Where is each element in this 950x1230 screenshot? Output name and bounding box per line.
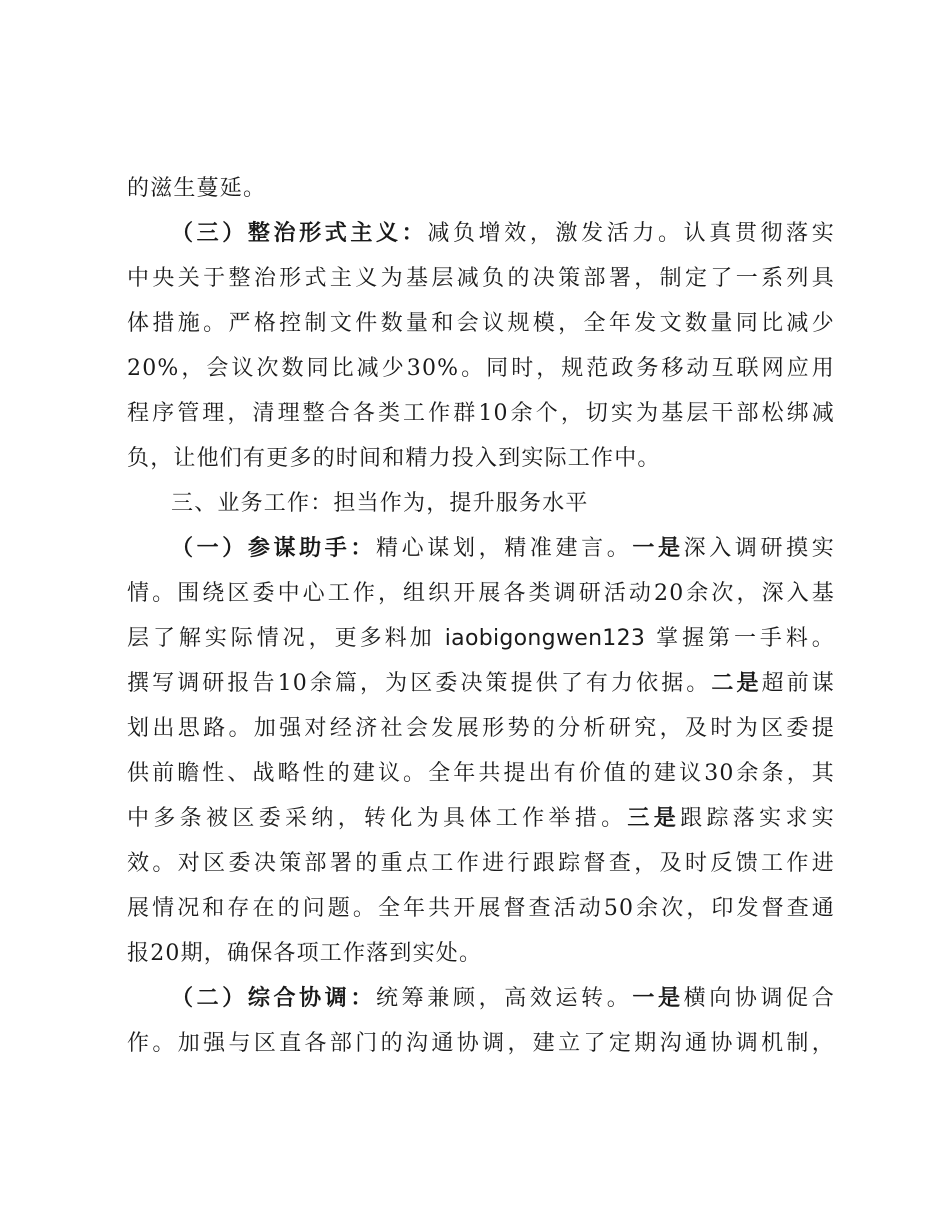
paragraph-line bbox=[127, 436, 835, 481]
text-run: 20%，会议次数同比减少30%。同时，规范政务移动互联网应用 bbox=[127, 356, 835, 381]
text-run: 中多条被区委采纳，转化为具体工作举措。 bbox=[127, 806, 628, 831]
paragraph-line bbox=[127, 256, 835, 301]
text-run: 统筹兼顾，高效运转。 bbox=[376, 986, 633, 1011]
text-run: 撰写调研报告10余篇，为区委决策提供了有力依据。 bbox=[127, 671, 712, 696]
paragraph-line bbox=[127, 976, 835, 1021]
paragraph-line bbox=[127, 751, 835, 796]
paragraph-line bbox=[127, 526, 835, 571]
paragraph-line bbox=[127, 301, 835, 346]
document-body bbox=[127, 166, 835, 1066]
text-run: 展情况和存在的问题。全年共开展督查活动50余次，印发督查通 bbox=[127, 896, 835, 921]
text-run: 程序管理，清理整合各类工作群10余个，切实为基层干部松绑减 bbox=[127, 401, 835, 426]
paragraph-line bbox=[127, 841, 835, 886]
paragraph-line bbox=[127, 391, 835, 436]
text-run: 三、业务工作：担当作为，提升服务水平 bbox=[171, 491, 589, 516]
text-run: 负，让他们有更多的时间和精力投入到实际工作中。 bbox=[127, 446, 661, 471]
text-run: 的滋生蔓延。 bbox=[127, 176, 267, 201]
text-run: 减负增效，激发活力。认真贯彻落实 bbox=[427, 221, 835, 246]
section-heading-advisor: （一）参谋助手： bbox=[171, 535, 377, 561]
paragraph-line bbox=[127, 1021, 835, 1066]
emphasis-run: 一是 bbox=[632, 535, 684, 561]
text-run: 供前瞻性、战略性的建议。全年共提出有价值的建议30余条，其 bbox=[127, 761, 835, 786]
section-heading-rectify-formalism: （三）整治形式主义： bbox=[171, 220, 428, 246]
paragraph-line bbox=[127, 796, 835, 841]
text-run: 报20期，确保各项工作落到实处。 bbox=[127, 941, 483, 966]
paragraph-line bbox=[127, 166, 835, 211]
text-run: 精心谋划，精准建言。 bbox=[376, 536, 633, 561]
paragraph-line bbox=[127, 886, 835, 931]
paragraph-line bbox=[127, 211, 835, 256]
paragraph-line bbox=[127, 616, 835, 661]
watermark-text: 更多料加 iaobigongwen123 bbox=[334, 626, 646, 651]
paragraph-line bbox=[127, 571, 835, 616]
paragraph-line bbox=[127, 661, 835, 706]
emphasis-run: 三是 bbox=[627, 805, 681, 831]
text-run: 横向协调促合 bbox=[683, 986, 835, 1011]
emphasis-run: 二是 bbox=[711, 670, 762, 696]
text-run: 划出思路。加强对经济社会发展形势的分析研究，及时为区委提 bbox=[127, 716, 835, 741]
text-run: 掌握第一手料。 bbox=[645, 626, 835, 651]
text-run: 作。加强与区直各部门的沟通协调，建立了定期沟通协调机制， bbox=[127, 1031, 835, 1056]
paragraph-line bbox=[127, 931, 835, 976]
text-run: 情。围绕区委中心工作，组织开展各类调研活动20余次，深入基 bbox=[127, 581, 835, 606]
text-run: 中央关于整治形式主义为基层减负的决策部署，制定了一系列具 bbox=[127, 266, 835, 291]
paragraph-line bbox=[127, 706, 835, 751]
text-run: 层了解实际情况， bbox=[127, 626, 335, 651]
text-run: 效。对区委决策部署的重点工作进行跟踪督查，及时反馈工作进 bbox=[127, 851, 835, 876]
text-run: 体措施。严格控制文件数量和会议规模，全年发文数量同比减少 bbox=[127, 311, 835, 336]
part-title-business-work bbox=[127, 481, 835, 526]
text-run: 跟踪落实求实 bbox=[680, 806, 835, 831]
paragraph-line bbox=[127, 346, 835, 391]
section-heading-coordination: （二）综合协调： bbox=[171, 985, 377, 1011]
emphasis-run: 一是 bbox=[632, 985, 684, 1011]
text-run: 超前谋 bbox=[761, 671, 835, 696]
text-run: 深入调研摸实 bbox=[683, 536, 835, 561]
